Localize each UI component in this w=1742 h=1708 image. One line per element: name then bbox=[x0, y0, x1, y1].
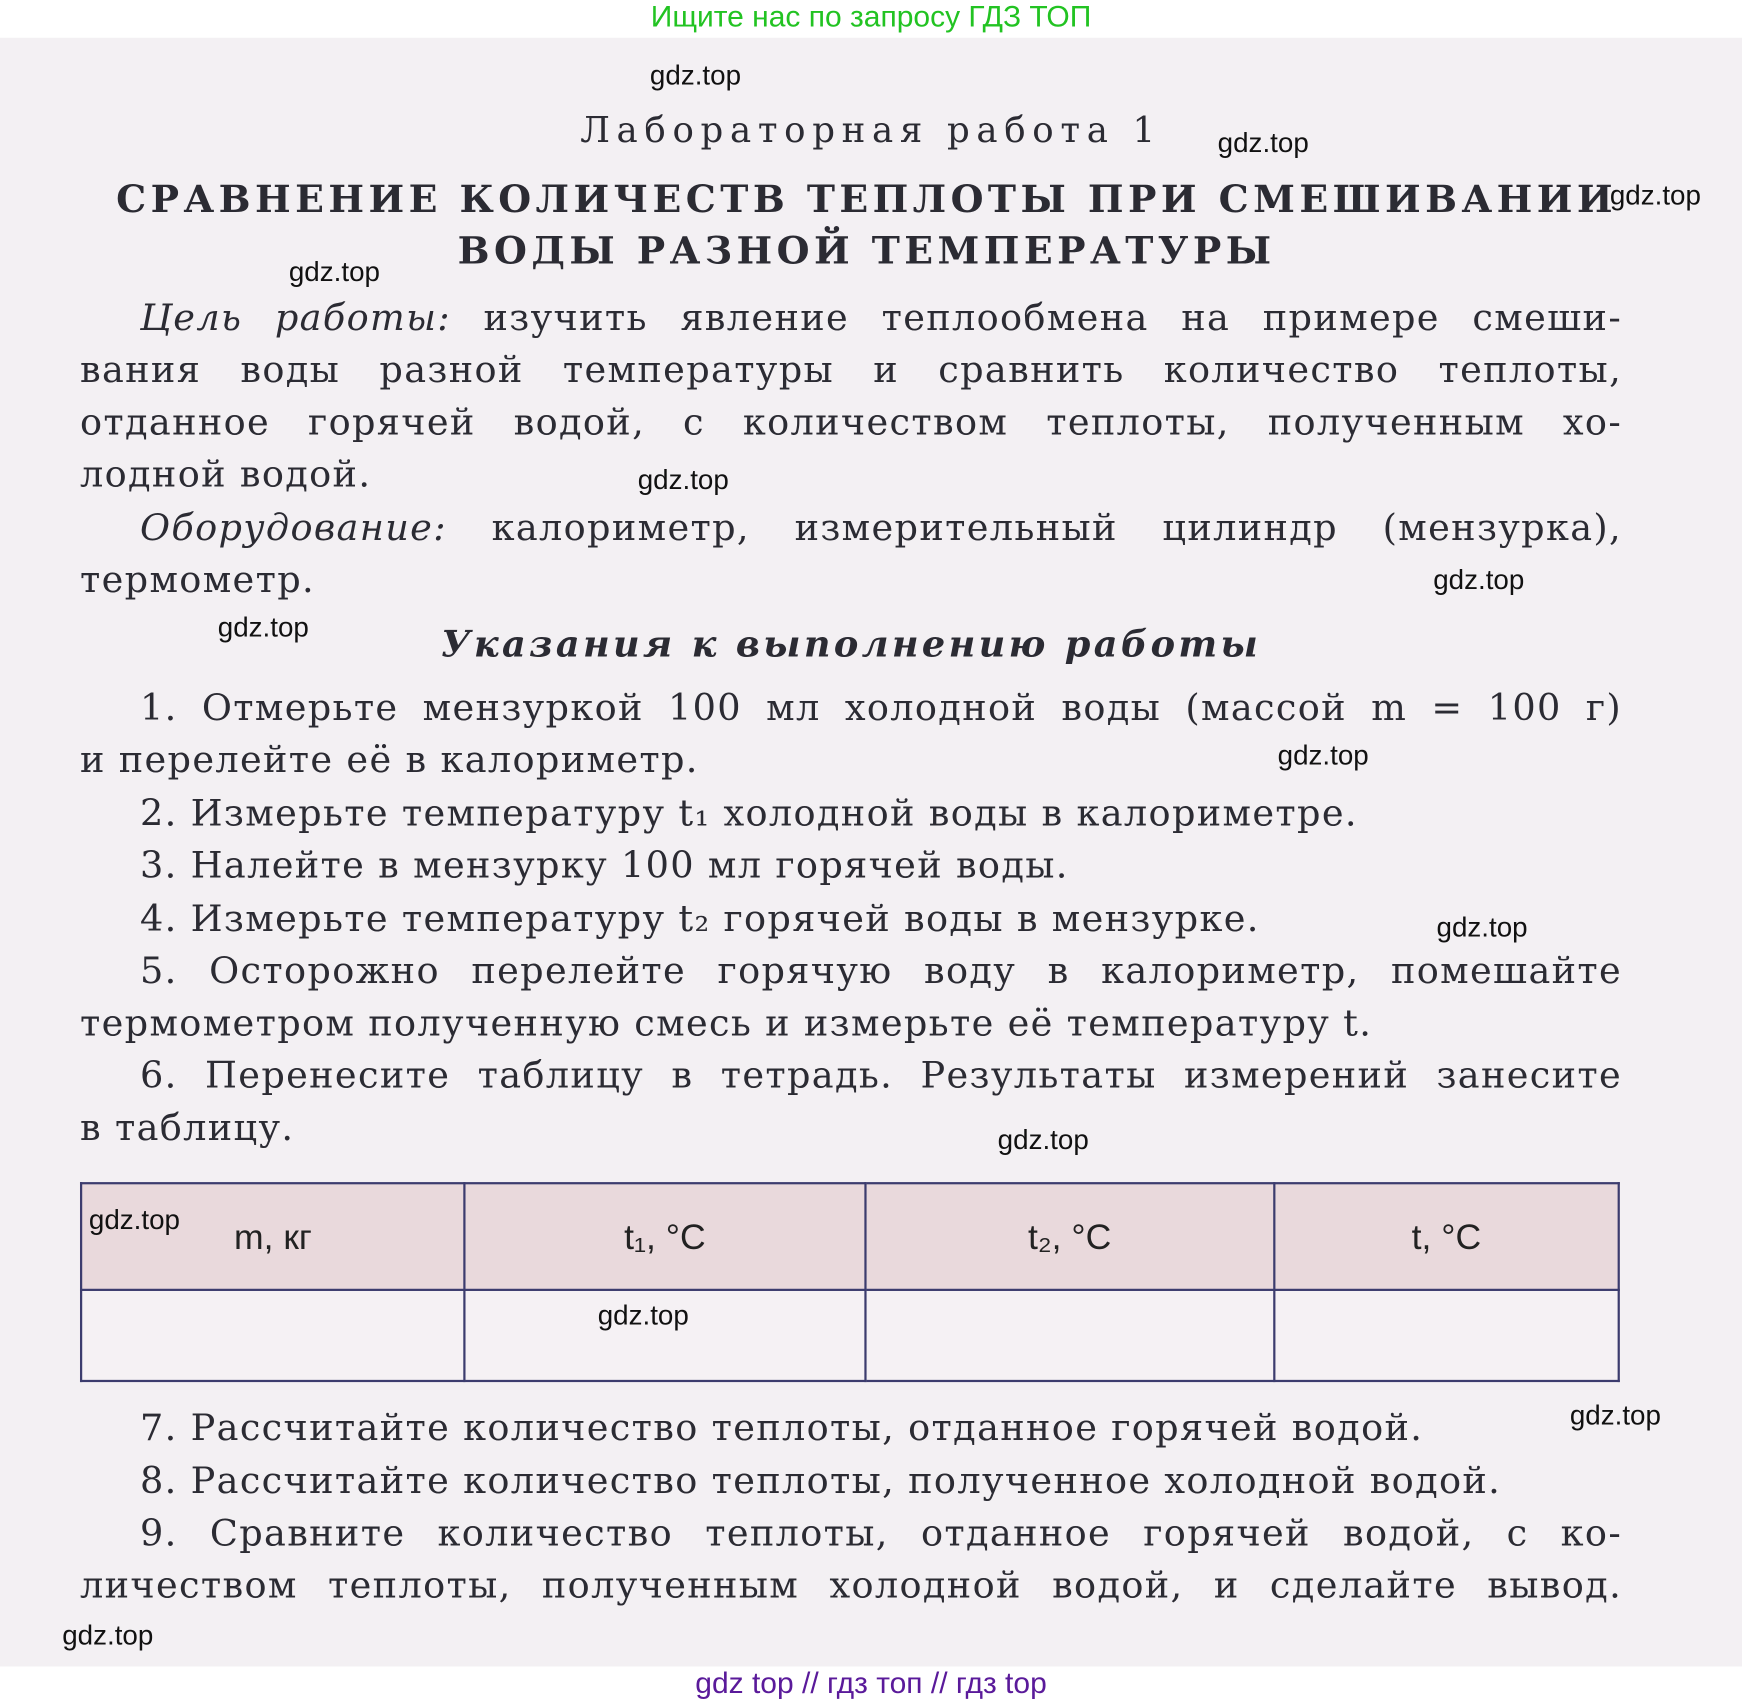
step: в таблицу. bbox=[79, 1105, 295, 1149]
watermark: gdz.top bbox=[1433, 564, 1525, 596]
cell-t bbox=[1274, 1290, 1619, 1381]
instructions-heading: Указания к выполнению работы bbox=[440, 622, 1262, 666]
step: 7. Рассчитайте количество теплоты, отданное горячей водой. bbox=[139, 1405, 1424, 1449]
step: 9. Сравните количество теплоты, отданное горячей водой, с ко- bbox=[139, 1510, 1623, 1555]
step: личеством теплоты, полученным холодной водой, и сделайте вывод. bbox=[79, 1563, 1623, 1607]
watermark: gdz.top bbox=[997, 1124, 1089, 1156]
header-t2: t₂, °С bbox=[865, 1183, 1274, 1290]
watermark: gdz.top bbox=[637, 464, 729, 496]
goal-line bbox=[80, 296, 1622, 339]
step: 8. Рассчитайте количество теплоты, полученное холодной водой. bbox=[139, 1458, 1502, 1503]
watermark: gdz.top bbox=[88, 1204, 180, 1236]
equipment-line: термометр. bbox=[79, 557, 315, 602]
cell-mass bbox=[81, 1290, 465, 1381]
step: 3. Налейте в мензурку 100 мл горячей воды. bbox=[139, 843, 1069, 887]
watermark: gdz.top bbox=[62, 1619, 154, 1651]
watermark: gdz.top bbox=[1609, 179, 1701, 212]
step: 2. Измерьте температуру t₁ холодной воды в калориметре. bbox=[139, 791, 1358, 835]
title-line-1: СРАВНЕНИЕ КОЛИЧЕСТВ ТЕПЛОТЫ ПРИ СМЕШИВАНИИ bbox=[116, 177, 1618, 223]
watermark: gdz.top bbox=[1277, 739, 1369, 772]
watermark: gdz.top bbox=[597, 1299, 689, 1331]
cell-t2 bbox=[865, 1290, 1274, 1381]
header-t: t, °С bbox=[1274, 1183, 1619, 1290]
header-t1: t₁, °С bbox=[465, 1183, 865, 1290]
lab-heading: Лабораторная работа 1 bbox=[580, 108, 1162, 152]
title-line-2: ВОДЫ РАЗНОЙ ТЕМПЕРАТУРЫ bbox=[457, 228, 1276, 274]
goal-line: лодной водой. bbox=[79, 452, 372, 496]
watermark: gdz.top bbox=[1217, 127, 1309, 159]
watermark: gdz.top bbox=[1436, 912, 1528, 944]
goal-text: изучить явление теплообмена на примере смеши- bbox=[483, 295, 1623, 339]
measurements-table bbox=[80, 1182, 1620, 1382]
watermark: gdz.top bbox=[649, 59, 742, 92]
step: 6. Перенесите таблицу в тетрадь. Результаты измерений занесите bbox=[139, 1053, 1623, 1097]
watermark: gdz.top bbox=[217, 612, 309, 644]
watermark: gdz.top bbox=[1569, 1399, 1661, 1431]
bottom-banner[interactable]: gdz top // гдз топ // гдз top bbox=[695, 1666, 1047, 1700]
step: 5. Осторожно перелейте горячую воду в калориметр, помешайте bbox=[139, 948, 1623, 993]
goal-line: отданное горячей водой, с количеством теплоты, полученным хо- bbox=[79, 399, 1623, 444]
equipment-line bbox=[80, 506, 1622, 549]
step: и перелейте её в калориметр. bbox=[79, 737, 699, 782]
step: термометром полученную смесь и измерьте её температуру t. bbox=[79, 1001, 1373, 1045]
step: 4. Измерьте температуру t₂ горячей воды в мензурке. bbox=[139, 896, 1260, 940]
top-banner[interactable]: Ищите нас по запросу ГДЗ ТОП bbox=[650, 0, 1092, 34]
step: 1. Отмерьте мензуркой 100 мл холодной воды (массой m = 100 г) bbox=[139, 685, 1623, 729]
equipment-label: Оборудование: bbox=[139, 505, 447, 549]
goal-line: вания воды разной температуры и сравнить количество теплоты, bbox=[79, 347, 1623, 392]
equipment-text: калориметр, измерительный цилиндр (мензурка), bbox=[491, 505, 1623, 549]
watermark: gdz.top bbox=[288, 256, 380, 288]
header-mass: m, кг bbox=[81, 1183, 465, 1290]
goal-label: Цель работы: bbox=[139, 295, 451, 339]
